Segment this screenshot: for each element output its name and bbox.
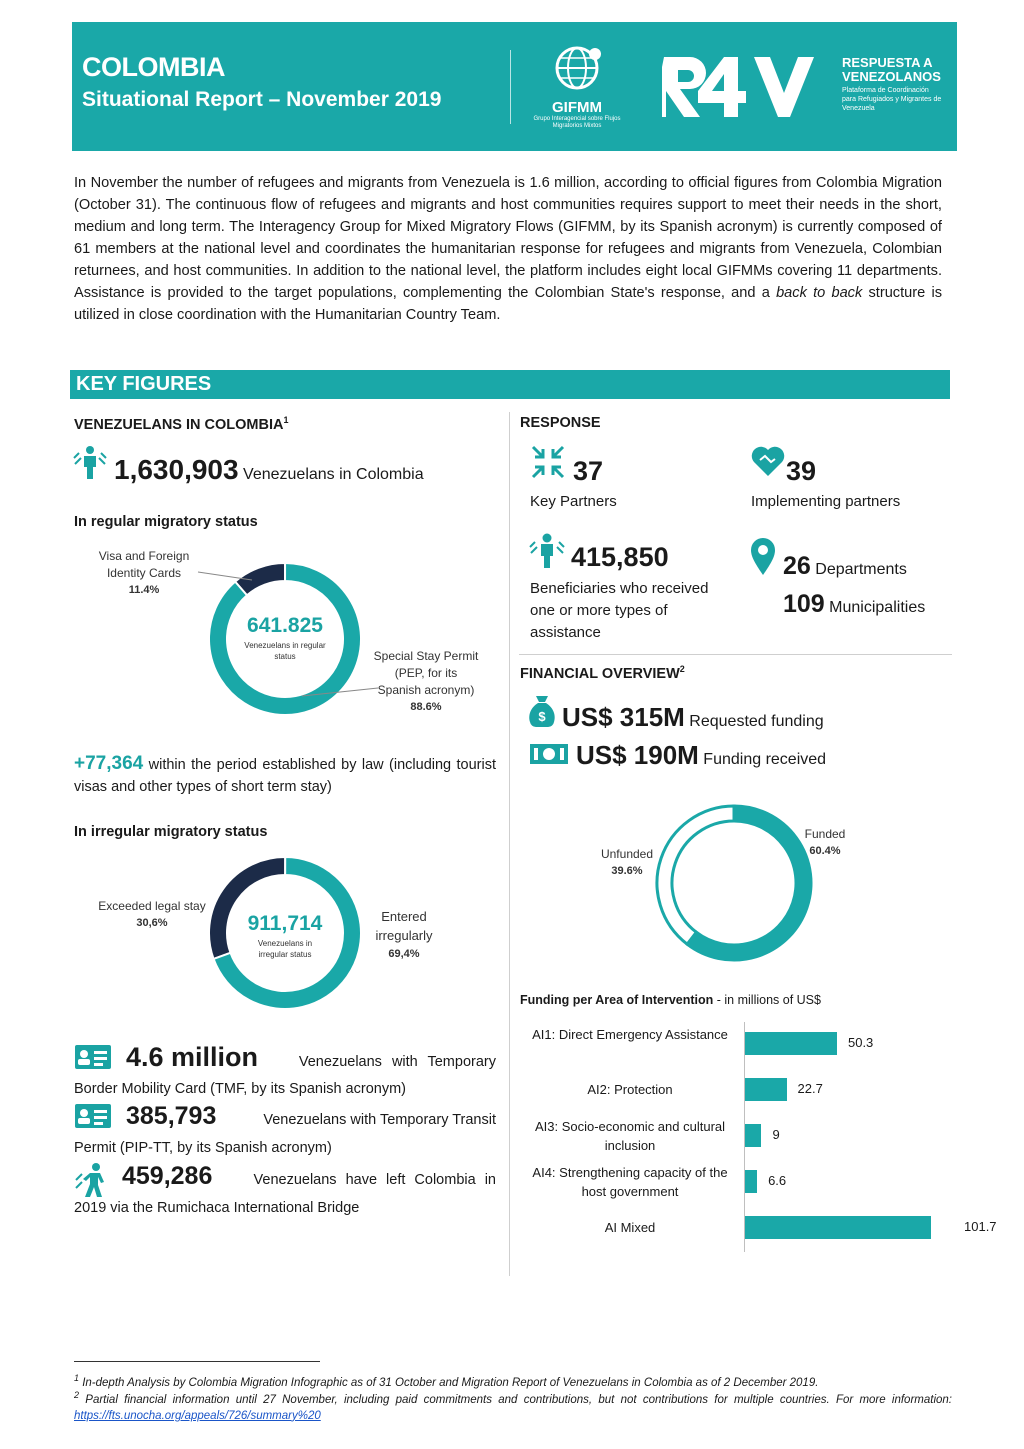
pip-text-2: Permit (PIP-TT, by its Spanish acronym): [74, 1140, 332, 1156]
irregular-seg1-label: [92, 898, 212, 932]
left-text-1: Venezuelans have left Colombia in: [253, 1172, 496, 1188]
intro-text-end: structure is utilized in close coordination with the Humanitarian Country Team.: [74, 285, 942, 323]
plus-text: within the period established by law (including tourist visas and other types of short term stay): [74, 757, 497, 795]
regular-center-label: Venezuelans in regular status: [244, 641, 326, 661]
bar-value-label: 50.3: [847, 1035, 874, 1050]
requested-label: Requested funding: [689, 713, 824, 730]
irregular-center-label: Venezuelans in irregular status: [257, 939, 313, 959]
funded-label: [790, 826, 860, 860]
pep-label: Special Stay Permit (PEP, for its Spanish acronym): [373, 649, 479, 697]
svg-text:$: $: [538, 709, 546, 724]
impl-partners-label: Implementing partners: [751, 493, 901, 510]
bar-category-label: AI4: Strengthening capacity of the host government: [532, 1164, 728, 1199]
funded-pct: 60.4%: [809, 845, 841, 857]
key-partners-label: Key Partners: [530, 493, 617, 510]
total-label: Venezuelans in Colombia: [243, 466, 424, 483]
bar: [745, 1170, 757, 1193]
leader-line: [300, 684, 380, 700]
pep-pct: 88.6%: [410, 701, 442, 713]
departments-value: 26: [783, 552, 811, 580]
unfunded-label: [592, 846, 662, 880]
location-pin-icon: [750, 538, 776, 576]
unfunded-text: Unfunded: [600, 847, 654, 861]
intro-paragraph: [74, 172, 942, 326]
bar-category-label: AI1: Direct Emergency Assistance: [532, 1026, 728, 1042]
pip-value: 385,793: [126, 1102, 217, 1130]
total-venezuelans: [114, 454, 424, 486]
walking-person-icon: [74, 1162, 112, 1198]
arrows-converge-icon: [530, 444, 566, 480]
donut-slice-unfunded: [657, 806, 734, 944]
unfunded-pct: 39.6%: [611, 865, 643, 877]
bar-category-label: AI3: Socio-economic and cultural inclusion: [534, 1118, 726, 1153]
plus-value: +77,364: [74, 753, 144, 774]
country-title: COLOMBIA: [82, 52, 225, 82]
header-banner: [72, 22, 957, 151]
bar-category-label: AI2: Protection: [587, 1081, 673, 1097]
bar-value-label: 22.7: [797, 1081, 823, 1096]
total-value: 1,630,903: [114, 454, 239, 485]
left-value: 459,286: [122, 1162, 213, 1190]
r4v-title-line-2: VENEZOLANOS: [842, 69, 941, 84]
municipalities-label: Municipalities: [829, 599, 926, 616]
plus-figure: [74, 753, 496, 798]
regular-heading: In regular migratory status: [74, 514, 258, 530]
gifmm-tagline: Grupo Interagencial sobre Flujos Migratorios Mixtos: [533, 116, 621, 129]
departments-label: Departments: [815, 561, 907, 578]
bar: [745, 1216, 931, 1239]
id-card-icon: [74, 1044, 112, 1070]
visa-label: Visa and Foreign Identity Cards: [98, 549, 190, 580]
venezuelans-heading-text: VENEZUELANS IN COLOMBIA: [74, 416, 284, 433]
impl-partners-value: 39: [786, 456, 817, 486]
r4v-logo: [662, 52, 832, 122]
bar: [745, 1124, 761, 1147]
footnote-divider: [74, 1361, 320, 1362]
irregular-donut-center: [210, 912, 360, 960]
entered-pct: 69,4%: [388, 948, 420, 960]
regular-seg2-label: [372, 648, 480, 716]
footnote-ref-2: 2: [679, 664, 685, 674]
section-divider: [519, 654, 952, 655]
area-heading-bold: Funding per Area of Intervention: [520, 993, 714, 1007]
person-icon: [72, 444, 108, 480]
requested-value: US$ 315M: [562, 702, 685, 732]
header-divider: [510, 50, 511, 124]
cash-icon: [529, 740, 569, 766]
exceeded-pct: 30,6%: [136, 917, 168, 929]
fn2-text: Partial financial information until 27 November, including paid commitments and contributions, but not contributions for multiple countries. For more information:: [85, 1393, 952, 1406]
bar-value-label: 9: [772, 1127, 780, 1142]
person-icon: [528, 532, 566, 570]
column-divider: [509, 412, 510, 1276]
bar-value-label: 6.6: [768, 1173, 787, 1188]
handshake-heart-icon: [750, 444, 786, 478]
regular-seg1-label: [88, 548, 200, 599]
r4v-tagline: Plataforma de Coordinación para Refugiados y Migrantes de Venezuela: [842, 87, 942, 112]
footnote-ref-1: 1: [283, 415, 289, 425]
irregular-center-value: 911,714: [247, 912, 323, 935]
r4v-title-line-1: RESPUESTA A: [842, 55, 933, 70]
financial-heading: [520, 664, 685, 682]
money-bag-icon: [528, 694, 556, 728]
globe-icon: [545, 44, 609, 92]
bar-category-label: AI Mixed: [604, 1219, 656, 1235]
id-card-icon: [74, 1103, 112, 1129]
fn2-mark: 2: [74, 1390, 80, 1400]
municipalities-figure: [783, 590, 925, 619]
irregular-seg2-label: [368, 907, 440, 964]
irregular-heading: In irregular migratory status: [74, 824, 268, 840]
intro-italic: back to back: [776, 285, 863, 301]
fts-link[interactable]: https://fts.unocha.org/appeals/726/summary%20: [74, 1409, 321, 1422]
bar-value-label: 101.7: [964, 1219, 997, 1234]
regular-center-value: 641.825: [247, 614, 323, 637]
area-heading: [520, 993, 821, 1007]
r4v-title: [842, 56, 941, 84]
departments-figure: [783, 552, 907, 581]
intro-text: In November the number of refugees and migrants from Venezuela is 1.6 million, according to official figures from Colombia Migration (October 31). The continuous flow of refugees and migrants and host communities requires support to meet their needs in the short, medium and long term. The Interagency Group for Mixed Migratory Flows (GIFMM, by its Spanish acronym) is currently composed of 61 members at the national level and coordinates the humanitarian response for refugees and migrants from Venezuela, Colombian returnees, and host communities. In addition to the national level, the platform includes eight local GIFMMs covering 11 departments. Assistance is provided to the target populations, complementing the Colombian State's response, and a: [74, 175, 942, 301]
tmf-figure: [126, 1042, 496, 1073]
venezuelans-heading: [74, 415, 288, 433]
tmf-text-1: Venezuelans with Temporary: [298, 1054, 496, 1070]
key-figures-title: KEY FIGURES: [76, 373, 212, 395]
report-subtitle: Situational Report – November 2019: [82, 88, 442, 111]
tmf-value: 4.6 million: [126, 1042, 259, 1072]
received-funding: [576, 740, 826, 771]
left-colombia-figure: [122, 1162, 496, 1191]
response-heading: RESPONSE: [520, 415, 601, 431]
left-text-2: 2019 via the Rumichaca International Bridge: [74, 1200, 360, 1216]
leader-line: [196, 568, 256, 584]
requested-funding: [562, 702, 824, 733]
key-figures-bar: [70, 370, 950, 399]
bar: [745, 1032, 837, 1055]
bar: [745, 1078, 787, 1101]
beneficiaries-value: 415,850: [571, 542, 669, 572]
beneficiaries-label: Beneficiaries who received one or more types of assistance: [530, 580, 709, 641]
gifmm-logo: [532, 44, 622, 130]
funding-area-bar-chart: [530, 1022, 997, 1252]
received-value: US$ 190M: [576, 740, 699, 770]
pip-text-1: Venezuelans with Temporary Transit: [263, 1112, 496, 1128]
financial-heading-text: FINANCIAL OVERVIEW: [520, 665, 680, 682]
key-partners-value: 37: [573, 456, 604, 486]
funded-text: Funded: [804, 827, 846, 841]
fn1-text: In-depth Analysis by Colombia Migration Infographic as of 31 October and Migration Report of Venezuelans in Colombia as of 2 December 2019.: [82, 1376, 819, 1389]
fn1-mark: 1: [74, 1373, 80, 1383]
entered-label: Entered irregularly: [375, 909, 433, 943]
area-unit: - in millions of US$: [713, 993, 821, 1007]
municipalities-value: 109: [783, 590, 825, 618]
received-label: Funding received: [703, 751, 827, 768]
gifmm-name: GIFMM: [552, 99, 602, 116]
regular-donut-center: [210, 614, 360, 662]
footnote-2: [74, 1387, 952, 1424]
exceeded-label: Exceeded legal stay: [98, 899, 206, 913]
pip-figure: [126, 1102, 496, 1131]
tmf-text-2: Border Mobility Card (TMF, by its Spanish acronym): [74, 1081, 406, 1097]
visa-pct: 11.4%: [128, 584, 160, 596]
